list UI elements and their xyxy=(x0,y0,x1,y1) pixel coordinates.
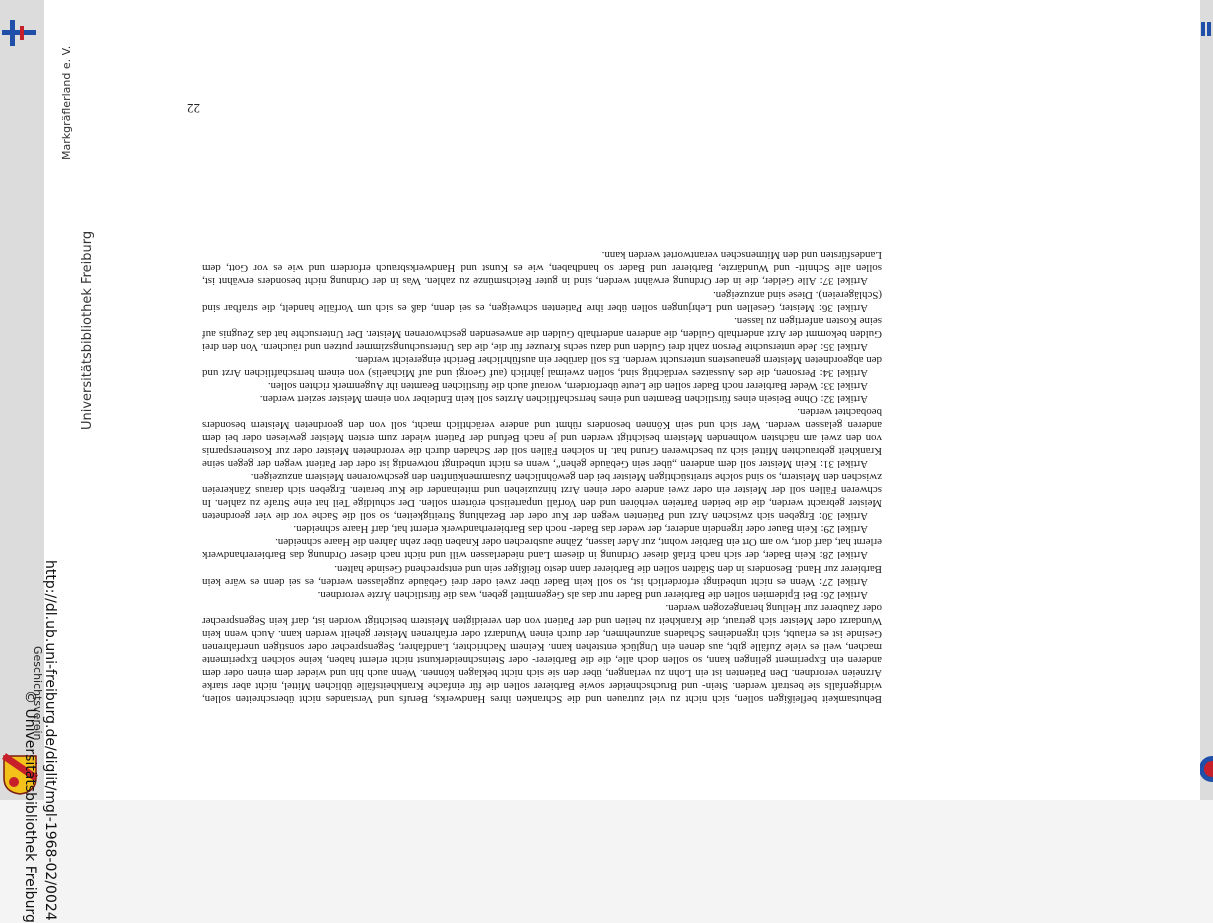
paragraph-artikel-30: Artikel 30: Ergeben sich zwischen Arzt und Patienten wegen der Kur oder der Bezahlung Streitigkeiten, so soll die Sache vor die vier geordneten Meister gebracht werden, die die beiden Parteien verhören und den Vorfall unparteiisch erörtern sollen. Der schuldige Teil hat eine Strafe zu zahlen. In schweren Fällen soll der Meister ein oder zwei andere oder einen Arzt hinzuziehen und miteinander die Kur beraten. Ergeben sich daraus Zänkereien zwischen den Meistern, so sind solche streitsüchtigen Meister bei den gewöhnlichen Zusammenkünften den geschworenen Meistern anzuzeigen. xyxy=(202,471,882,523)
paragraph-artikel-35: Artikel 35: Jede untersuchte Person zahlt drei Gulden und dazu sechs Kreuzer für die, die das Untersuchungszimmer putzen und räuchern. Von den drei Gulden bekommt der Arzt anderthalb Gulden, die anderen anderthalb Gulden die anwesenden geschworenen Meister. Der Untersuchte hat das Zeugnis auf seine Kosten anfertigen zu lassen. xyxy=(202,314,882,353)
paragraph-artikel-32: Artikel 32: Ohne Beisein eines fürstlichen Beamten und eines herrschaftlichen Arztes soll kein Entleiber von einem Meister seziert werden. xyxy=(259,392,868,405)
paragraph-artikel-27: Artikel 27: Wenn es nicht unbedingt erforderlich ist, so soll kein Bader über zwei oder drei Gebäude zugelassen werden, es sei denn es wäre kein Barbierer zur Hand. Besonders in den Städten sollen die Barbierer dann desto fleißiger sein und entsprechend Gesinde halten. xyxy=(202,562,882,588)
page-number: 22 xyxy=(187,101,200,116)
paragraph-artikel-28: Artikel 28: Kein Bader, der sich nach Erlaß dieser Ordnung in diesem Land niederlassen will und nicht nach dieser Ordnung das Barbiererhandwerk erlernt hat, darf dort, wo am Ort ein Barbier wohnt, zur Ader lassen, Zähne ausbrechen oder Knaben über zehn Jahren die Haare schneiden. xyxy=(202,536,882,562)
paragraph-artikel-26: Artikel 26: Bei Epidemien sollen die Barbierer und Bader nur das als Gegenmittel geben, was die fürstlichen Ärzte verordnen. xyxy=(317,588,868,601)
body-text xyxy=(202,248,882,705)
library-logo-small-icon xyxy=(1199,18,1213,40)
library-label-rotated: Universitätsbibliothek Freiburg xyxy=(80,230,95,430)
right-margin xyxy=(1200,0,1213,800)
society-name: Geschichtsverein xyxy=(31,646,44,741)
rotated-page-content xyxy=(44,0,1200,800)
society-label-rotated: Markgräflerland e. V. xyxy=(60,45,73,160)
paragraph: Behutsamkeit befleißigen sollen, sich nicht zu viel zutrauen und die Schranken ihres Handwerks, Berufs und Verstandes nicht überschreiten sollen, widrigenfalls sie bestraft werden. Stein- und Bruchschneider sowie Barbierer sollen die für einfache Krankheitsfälle üblichen Mittel, nicht aber starke Arzneien verordnen. Den Patienten ist ein Lohn zu verlangen, über den sie sich nicht beklagen können. Wenn auch hin und wieder dem einen oder dem anderen ein Experiment gelingen kann, so sollen doch alle, die die Barbierer- oder Steinschneiderkunst nicht erlernt haben, keine solchen Experimente machen, weil es viele Zufälle gibt, aus denen ein Unglück entstehen kann. Keinem Nachrichter, Landfahrer, Segensprecher oder sonstigen unerfahrenen Gesinde ist es erlaubt, sich irgendeines Schadens anzunehmen, der durch einen Wundarzt oder erfahrenen Meister geheilt werden kann. Auch wenn kein Wundarzt oder Meister sich getraut, die Krankheit zu heilen und der Patient von den vereidigten Meistern besichtigt worden ist, darf kein Segensprecher oder Zauberer zur Heilung herangezogen werden. xyxy=(202,601,882,705)
paragraph-artikel-34: Artikel 34: Personen, die des Aussatzes verdächtig sind, sollen zweimal jährlich (auf Georgi und auf Michaelis) von einem herrschaftlichen Arzt und den abgeordneten Meistern genauestens untersucht werden. Es soll darüber ein ausführlicher Bericht eingereicht werden. xyxy=(202,353,882,379)
library-logo-icon xyxy=(0,18,36,48)
paragraph-artikel-36: Artikel 36: Meister, Gesellen und Lehrjungen sollen über ihre Patienten schweigen, es sei denn, daß es sich um Vorfälle handelt, die strafbar sind (Schlägereien). Diese sind anzuzeigen. xyxy=(202,288,882,314)
scanned-page xyxy=(22,0,1200,923)
copyright-notice: © Universitätsbibliothek Freiburg xyxy=(22,690,38,923)
regional-emblem-icon xyxy=(1198,752,1213,786)
permalink-url[interactable]: http://dl.ub.uni-freiburg.de/diglit/mgl-1968-02/0024 xyxy=(42,560,58,921)
paragraph-artikel-31: Artikel 31: Kein Meister soll dem anderen „über sein Gebäude gehen“, wenn es nicht unbedingt notwendig ist oder der Patient wegen der gegen seine Krankheit gebrauchten Mittel sich zu beschweren Grund hat. In solchen Fällen soll der Schaden durch die verordneten Meister oder zur Kostenersparnis von den zwei am nächsten wohnenden Meistern besichtigt werden und je nach Befund der Patient wieder zum ersten Meister gewiesen oder bei dem anderen gelassen werden. Wer sich und sein Können besonders rühmt und andere verächtlich macht, soll von den geordneten Meistern besonders beobachtet werden. xyxy=(202,405,882,471)
paragraph-artikel-29: Artikel 29: Kein Bauer oder irgendein anderer, der weder das Bader- noch das Barbiererhandwerk erlernt hat, darf Haare schneiden. xyxy=(293,523,868,536)
paragraph-artikel-37: Artikel 37: Alle Gelder, die in der Ordnung erwähnt werden, sind in guter Reichsmünze zu zahlen. Was in der Ordnung nicht besonders erwähnt ist, sollen alle Schnitt- und Wundärzte, Barbierer und Bader so handhaben, wie es Kunst und Handwerksbrauch erfordern und wie es vor Gott, dem Landesfürsten und den Mitmenschen verantwortet werden kann. xyxy=(202,249,882,288)
paragraph-artikel-33: Artikel 33: Weder Barbierer noch Bader sollen die Leute überfordern, worauf auch die fürstlichen Beamten ihr Augenmerk richten sollen. xyxy=(267,379,868,392)
